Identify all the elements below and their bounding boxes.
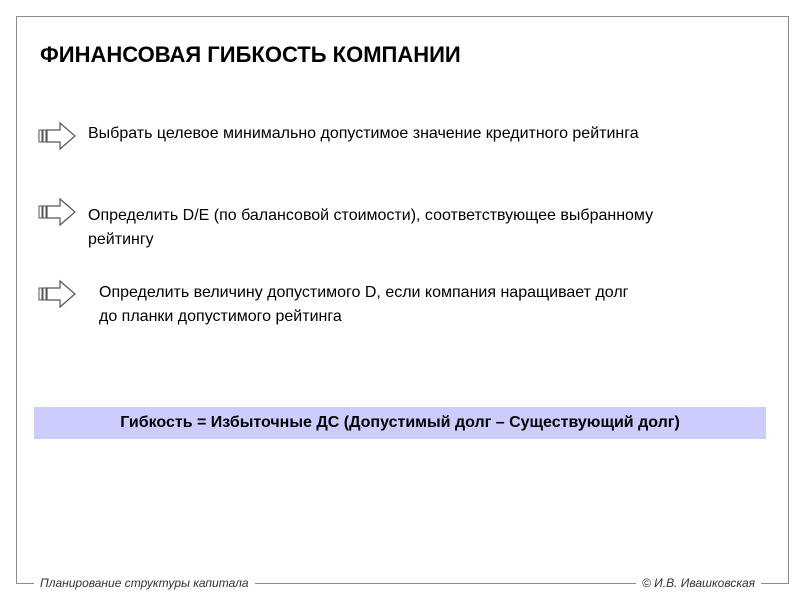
arrow-right-icon bbox=[38, 197, 78, 227]
bullet-3-text bbox=[99, 281, 629, 329]
bullet-1-text bbox=[88, 122, 639, 146]
arrow-right-icon bbox=[38, 279, 78, 309]
bullet-3-line-2: до планки допустимого рейтинга bbox=[99, 308, 342, 325]
footer-left-caption: Планирование структуры капитала bbox=[34, 576, 255, 590]
formula-bar bbox=[34, 407, 766, 439]
bullet-2-text bbox=[88, 204, 653, 252]
bullet-2-line-1: Определить D/E (по балансовой стоимости), соответствующее выбранному bbox=[88, 207, 654, 224]
footer-copyright: © И.В. Ивашковская bbox=[636, 576, 761, 590]
bullet-3-line-1: Определить величину допустимого D, если компания наращивает долг bbox=[99, 284, 629, 301]
arrow-right-icon bbox=[38, 121, 78, 151]
formula-text: Гибкость = Избыточные ДС (Допустимый долг – Существующий долг) bbox=[120, 414, 680, 431]
bullet-2-line-2: рейтингу bbox=[88, 231, 154, 248]
bullet-1-line-1: Выбрать целевое минимально допустимое значение кредитного рейтинга bbox=[88, 125, 639, 142]
slide-title: ФИНАНСОВАЯ ГИБКОСТЬ КОМПАНИИ bbox=[40, 42, 461, 67]
